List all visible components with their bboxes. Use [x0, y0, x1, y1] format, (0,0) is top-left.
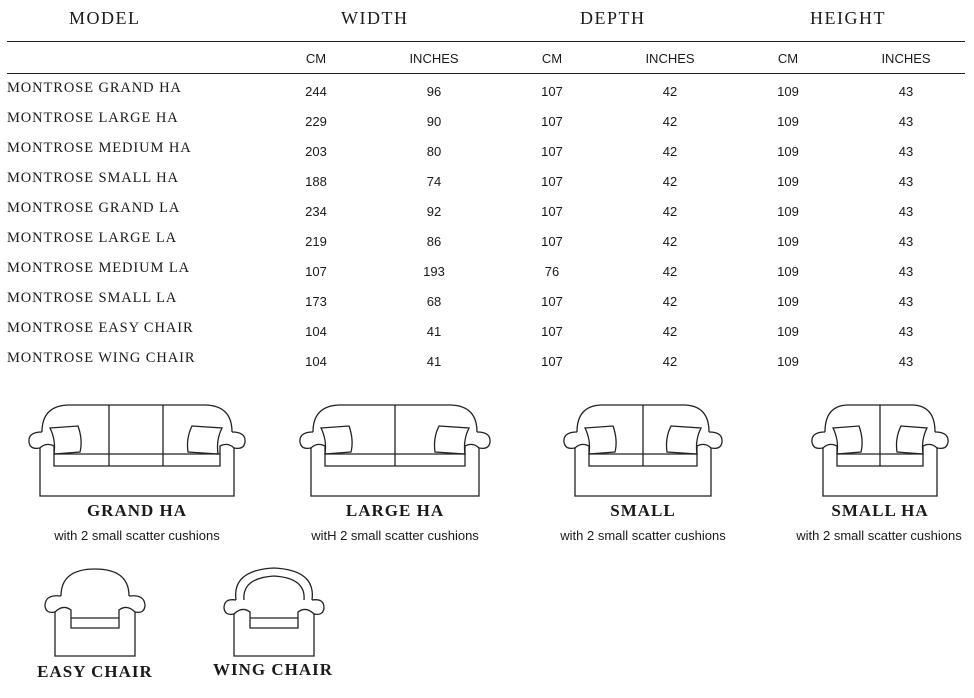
cell-w-cm: 104	[305, 354, 327, 369]
two-seat-sofa-icon	[299, 402, 491, 498]
cell-d-cm: 107	[541, 144, 563, 159]
subheader-depth-inches: INCHES	[645, 51, 695, 66]
three-seat-sofa-icon	[28, 402, 246, 498]
model-name: MONTROSE SMALL LA	[7, 290, 178, 306]
grand-ha-subtitle: with 2 small scatter cushions	[54, 528, 220, 543]
small-ha-subtitle: with 2 small scatter cushions	[796, 528, 962, 543]
small-ha-title: SMALL HA	[831, 501, 929, 520]
cell-d-in: 42	[662, 264, 678, 279]
cell-w-in: 41	[426, 354, 442, 369]
cell-h-cm: 109	[777, 294, 799, 309]
cell-w-in: 193	[423, 264, 445, 279]
cell-w-in: 90	[426, 114, 442, 129]
cell-d-in: 42	[662, 144, 678, 159]
subheader-width-cm: CM	[305, 51, 327, 66]
cell-d-in: 42	[662, 234, 678, 249]
cell-h-in: 43	[898, 324, 914, 339]
cell-w-cm: 203	[305, 144, 327, 159]
cell-h-in: 43	[898, 354, 914, 369]
cell-h-cm: 109	[777, 204, 799, 219]
cell-d-in: 42	[662, 324, 678, 339]
cell-h-cm: 109	[777, 264, 799, 279]
small-illustration	[563, 402, 723, 498]
cell-d-cm: 107	[541, 324, 563, 339]
cell-h-in: 43	[898, 144, 914, 159]
wing-chair-illustration	[222, 566, 326, 658]
cell-d-in: 42	[662, 294, 678, 309]
cell-d-cm: 107	[541, 234, 563, 249]
wing-chair-title: WING CHAIR	[212, 660, 334, 679]
cell-h-cm: 109	[777, 84, 799, 99]
cell-d-cm: 107	[541, 204, 563, 219]
cell-w-in: 96	[426, 84, 442, 99]
header-rule	[7, 41, 965, 42]
cell-h-in: 43	[898, 114, 914, 129]
cell-w-cm: 104	[305, 324, 327, 339]
model-name: MONTROSE MEDIUM HA	[7, 140, 192, 156]
cell-h-in: 43	[898, 294, 914, 309]
subheader-rule	[7, 73, 965, 74]
cell-d-cm: 76	[544, 264, 560, 279]
large-ha-illustration	[299, 402, 491, 498]
cell-w-cm: 188	[305, 174, 327, 189]
easy-chair-title: EASY CHAIR	[37, 662, 153, 681]
cell-d-in: 42	[662, 174, 678, 189]
easy-chair-illustration	[43, 566, 147, 658]
small-sofa-icon	[563, 402, 723, 498]
cell-w-in: 68	[426, 294, 442, 309]
cell-w-in: 80	[426, 144, 442, 159]
cell-d-cm: 107	[541, 84, 563, 99]
small-subtitle: with 2 small scatter cushions	[560, 528, 726, 543]
small-sofa-icon	[811, 402, 949, 498]
model-name: MONTROSE MEDIUM LA	[7, 260, 190, 276]
cell-h-in: 43	[898, 204, 914, 219]
cell-h-cm: 109	[777, 144, 799, 159]
header-depth: DEPTH	[580, 8, 646, 28]
model-name: MONTROSE EASY CHAIR	[7, 320, 194, 336]
cell-w-in: 86	[426, 234, 442, 249]
cell-w-cm: 219	[305, 234, 327, 249]
model-name: MONTROSE LARGE LA	[7, 230, 177, 246]
grand-ha-title: GRAND HA	[86, 501, 188, 520]
cell-h-in: 43	[898, 84, 914, 99]
cell-h-cm: 109	[777, 114, 799, 129]
cell-h-in: 43	[898, 264, 914, 279]
small-ha-illustration	[811, 402, 949, 498]
model-name: MONTROSE LARGE HA	[7, 110, 179, 126]
cell-d-cm: 107	[541, 294, 563, 309]
cell-h-in: 43	[898, 234, 914, 249]
model-name: MONTROSE GRAND LA	[7, 200, 181, 216]
cell-w-in: 41	[426, 324, 442, 339]
cell-w-in: 74	[426, 174, 442, 189]
large-ha-title: LARGE HA	[345, 501, 445, 520]
easy-chair-icon	[43, 566, 147, 658]
cell-h-cm: 109	[777, 354, 799, 369]
cell-h-cm: 109	[777, 234, 799, 249]
cell-h-cm: 109	[777, 174, 799, 189]
cell-w-cm: 229	[305, 114, 327, 129]
wing-chair-icon	[222, 566, 326, 658]
large-ha-subtitle: witH 2 small scatter cushions	[311, 528, 479, 543]
cell-d-cm: 107	[541, 174, 563, 189]
header-model: MODEL	[69, 8, 141, 28]
cell-w-cm: 107	[305, 264, 327, 279]
cell-w-in: 92	[426, 204, 442, 219]
cell-w-cm: 244	[305, 84, 327, 99]
header-width: WIDTH	[341, 8, 409, 28]
cell-d-cm: 107	[541, 354, 563, 369]
grand-ha-illustration	[28, 402, 246, 498]
cell-d-in: 42	[662, 204, 678, 219]
subheader-height-inches: INCHES	[881, 51, 931, 66]
cell-d-in: 42	[662, 354, 678, 369]
cell-d-in: 42	[662, 84, 678, 99]
subheader-height-cm: CM	[777, 51, 799, 66]
cell-w-cm: 234	[305, 204, 327, 219]
cell-d-in: 42	[662, 114, 678, 129]
cell-d-cm: 107	[541, 114, 563, 129]
header-height: HEIGHT	[810, 8, 886, 28]
model-name: MONTROSE SMALL HA	[7, 170, 179, 186]
table-row	[0, 350, 974, 384]
model-name: MONTROSE WING CHAIR	[7, 350, 196, 366]
cell-h-cm: 109	[777, 324, 799, 339]
subheader-depth-cm: CM	[541, 51, 563, 66]
subheader-width-inches: INCHES	[409, 51, 459, 66]
small-title: SMALL	[610, 501, 676, 520]
cell-w-cm: 173	[305, 294, 327, 309]
cell-h-in: 43	[898, 174, 914, 189]
model-name: MONTROSE GRAND HA	[7, 80, 182, 96]
